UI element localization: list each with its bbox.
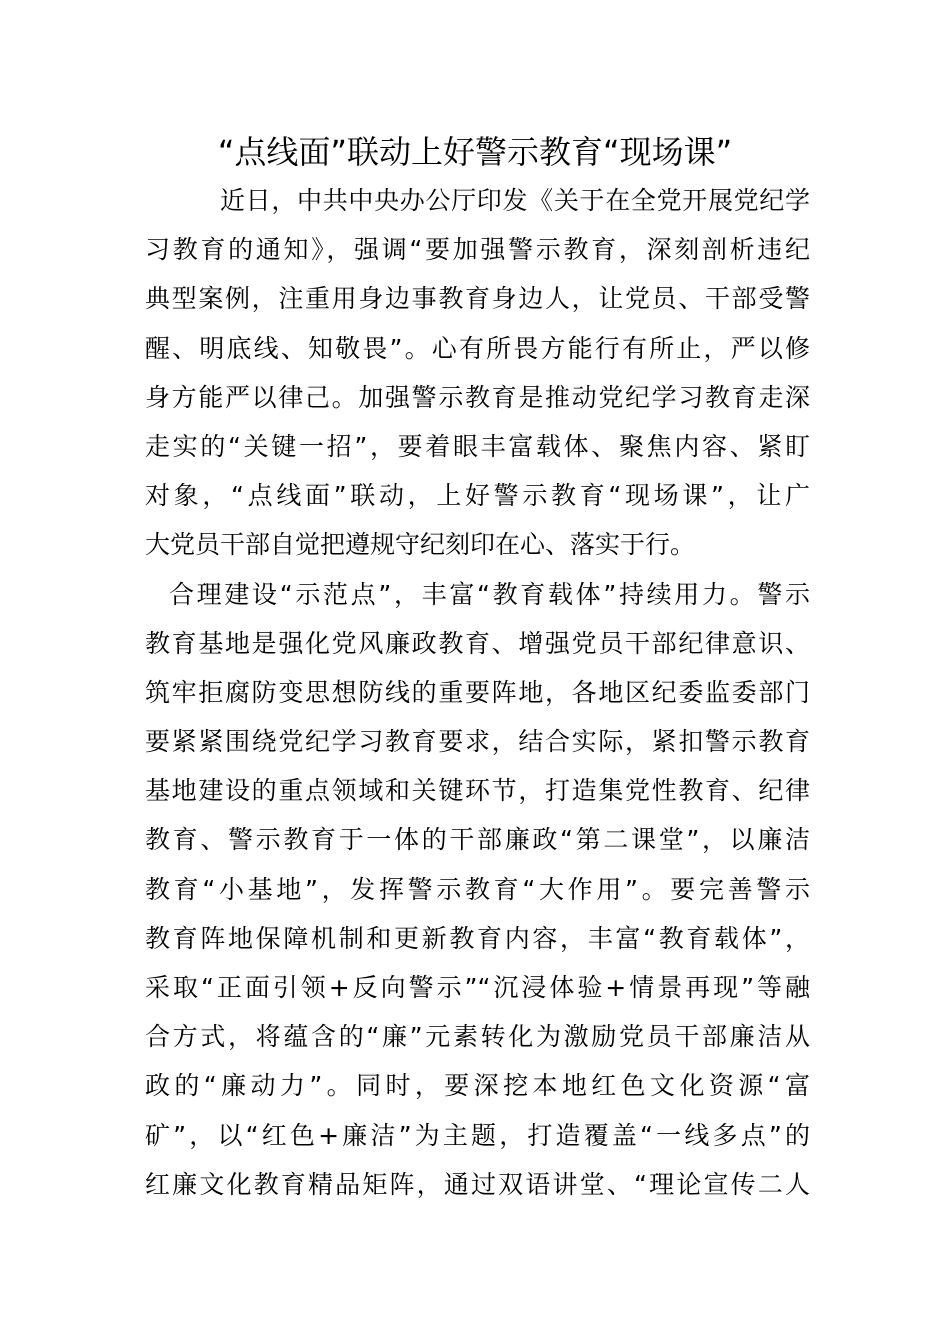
text-line: 合方式，将蕴含的“廉”元素转化为激励党员干部廉洁从 — [145, 1022, 810, 1052]
text-line: 要紧紧围绕党纪学习教育要求，结合实际，紧扣警示教育 — [145, 727, 810, 757]
text-line: 大党员干部自觉把遵规守纪刻印在心、落实于行。 — [145, 530, 696, 560]
document-body — [145, 176, 810, 1209]
text-line: 教育“小基地”，发挥警示教育“大作用”。要完善警示 — [145, 874, 810, 904]
text-line: 近日，中共中央办公厅印发《关于在全党开展党纪学 — [220, 186, 810, 215]
text-line: 走实的“关键一招”，要着眼丰富载体、聚焦内容、紧盯 — [145, 431, 810, 461]
paragraph-2 — [145, 570, 810, 1209]
paragraph-1 — [145, 176, 810, 570]
text-line: 对象，“点线面”联动，上好警示教育“现场课”，让广 — [145, 481, 810, 511]
text-line: 红廉文化教育精品矩阵，通过双语讲堂、“理论宣传二人 — [145, 1169, 810, 1199]
text-line: 矿”，以“红色+廉洁”为主题，打造覆盖“一线多点”的 — [145, 1120, 810, 1150]
text-line: 醒、明底线、知敬畏”。心有所畏方能行有所止，严以修 — [145, 333, 810, 363]
text-line: 合理建设“示范点”，丰富“教育载体”持续用力。警示 — [169, 579, 810, 609]
text-line: 身方能严以律己。加强警示教育是推动党纪学习教育走深 — [145, 382, 810, 412]
document-title: “点线面”联动上好警示教育“现场课” — [217, 133, 733, 171]
text-line: 教育基地是强化党风廉政教育、增强党员干部纪律意识、 — [145, 628, 810, 658]
text-line: 教育阵地保障机制和更新教育内容，丰富“教育载体”， — [145, 923, 810, 953]
text-line: 基地建设的重点领域和关键环节，打造集党性教育、纪律 — [145, 776, 810, 806]
text-line: 政的“廉动力”。同时，要深挖本地红色文化资源“富 — [145, 1071, 810, 1101]
text-line: 习教育的通知》，强调“要加强警示教育，深刻剖析违纪 — [145, 235, 810, 265]
text-line: 教育、警示教育于一体的干部廉政“第二课堂”，以廉洁 — [145, 825, 810, 855]
text-line: 采取“正面引领+反向警示”“沉浸体验+情景再现”等融 — [145, 973, 810, 1002]
text-line: 典型案例，注重用身边事教育身边人，让党员、干部受警 — [145, 284, 810, 314]
text-line: 筑牢拒腐防变思想防线的重要阵地，各地区纪委监委部门 — [145, 677, 810, 707]
